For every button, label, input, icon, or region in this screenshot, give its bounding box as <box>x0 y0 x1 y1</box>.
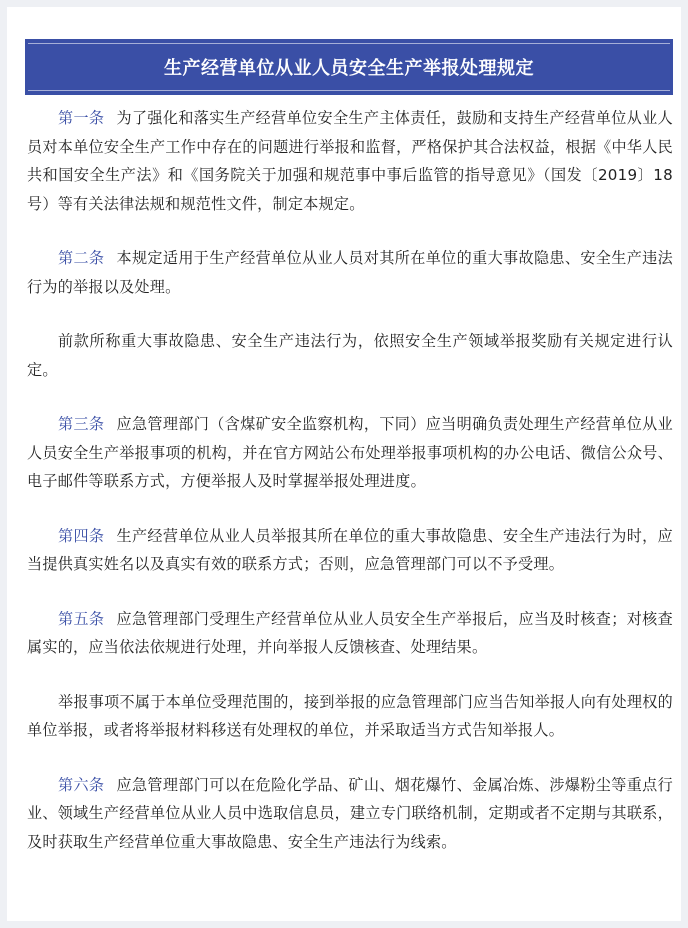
paragraph-article-3 <box>27 410 673 496</box>
paragraph-article-2-continued <box>27 327 673 384</box>
paragraph-text: 生产经营单位从业人员举报其所在单位的重大事故隐患、安全生产违法行为时，应当提供真实姓名以及真实有效的联系方式；否则，应急管理部门可以不予受理。 <box>27 526 673 573</box>
paragraph-text: 前款所称重大事故隐患、安全生产违法行为，依照安全生产领域举报奖励有关规定进行认定。 <box>27 332 673 379</box>
article-card <box>7 7 681 921</box>
paragraph-article-5 <box>27 605 673 662</box>
article-label: 第五条 <box>58 609 105 628</box>
paragraph-text: 应急管理部门可以在危险化学品、矿山、烟花爆竹、金属冶炼、涉爆粉尘等重点行业、领域生产经营单位从业人员中选取信息员，建立专门联络机制，定期或者不定期与其联系，及时获取生产经营单位重大事故隐患、安全生产违法行为线索。 <box>27 775 673 851</box>
paragraph-text: 举报事项不属于本单位受理范围的，接到举报的应急管理部门应当告知举报人向有处理权的单位举报，或者将举报材料移送有处理权的单位，并采取适当方式告知举报人。 <box>27 692 673 739</box>
title-banner <box>25 39 673 95</box>
article-label: 第一条 <box>58 109 105 127</box>
paragraph-article-1 <box>27 104 673 218</box>
page-title: 生产经营单位从业人员安全生产举报处理规定 <box>164 58 534 79</box>
paragraph-text: 本规定适用于生产经营单位从业人员对其所在单位的重大事故隐患、安全生产违法行为的举报以及处理。 <box>27 249 673 296</box>
article-label: 第二条 <box>58 249 105 267</box>
paragraph-text: 应急管理部门（含煤矿安全监察机构，下同）应当明确负责处理生产经营单位从业人员安全生产举报事项的机构，并在官方网站公布处理举报事项机构的办公电话、微信公众号、电子邮件等联系方式，方便举报人及时掌握举报处理进度。 <box>27 415 673 490</box>
paragraph-article-2 <box>27 244 673 301</box>
article-label: 第四条 <box>58 526 105 545</box>
paragraph-text: 为了强化和落实生产经营单位安全生产主体责任，鼓励和支持生产经营单位从业人员对本单位安全生产工作中存在的问题进行举报和监督，严格保护其合法权益，根据《中华人民共和国安全生产法》和《国务院关于加强和规范事中事后监管的指导意见》（国发〔2019〕18号）等有关法律法规和规范性文件，制定本规定。 <box>27 109 673 213</box>
paragraph-article-4 <box>27 522 673 579</box>
paragraph-article-5-continued <box>27 688 673 745</box>
paragraph-text: 应急管理部门受理生产经营单位从业人员安全生产举报后，应当及时核查；对核查属实的，应当依法依规进行处理，并向举报人反馈核查、处理结果。 <box>27 609 673 656</box>
article-label: 第六条 <box>58 775 105 794</box>
paragraph-article-6 <box>27 771 673 857</box>
article-label: 第三条 <box>58 415 105 433</box>
article-body <box>27 104 673 882</box>
